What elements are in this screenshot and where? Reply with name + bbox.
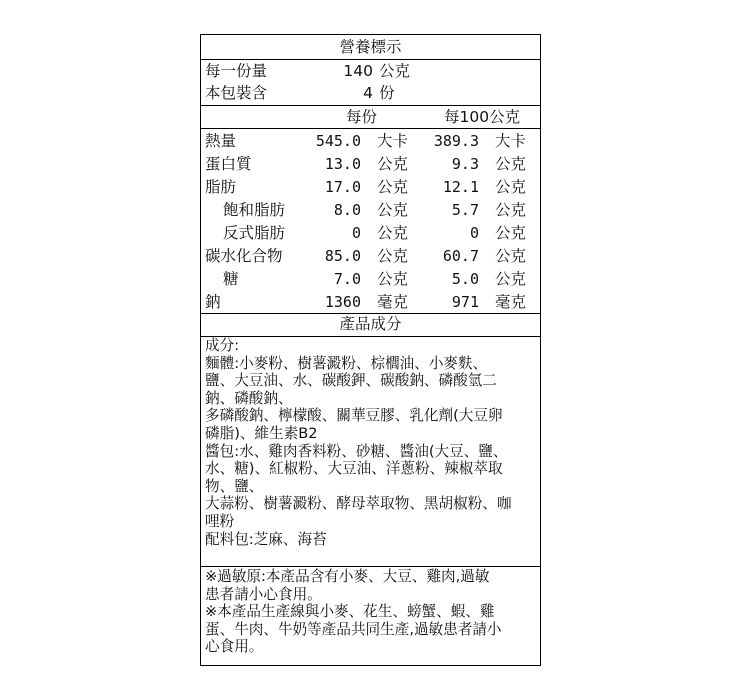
nutrient-per-serving-unit: 公克 bbox=[377, 155, 409, 173]
nutrient-per-100g-value: 389.3 bbox=[433, 132, 479, 150]
nutrient-per-serving-value: 545.0 bbox=[315, 132, 361, 150]
nutrient-per-serving-value: 7.0 bbox=[333, 270, 361, 288]
nutrient-per-serving-unit: 公克 bbox=[377, 201, 409, 219]
nutrient-label: 蛋白質 bbox=[205, 155, 252, 173]
servings-per-package-unit: 份 bbox=[379, 84, 395, 102]
nutrient-per-serving-unit: 毫克 bbox=[377, 293, 409, 311]
serving-size-unit: 公克 bbox=[379, 62, 411, 80]
servings-per-package-value: 4 bbox=[363, 84, 373, 102]
ingredients-line: 大蒜粉、樹薯澱粉、酵母萃取物、黑胡椒粉、咖 bbox=[205, 495, 512, 513]
nutrient-label: 熱量 bbox=[205, 132, 237, 150]
nutrient-per-100g-unit: 公克 bbox=[495, 270, 527, 288]
nutrient-per-100g-value: 5.7 bbox=[451, 201, 479, 219]
ingredients-line: 麵體:小麥粉、樹薯澱粉、棕櫚油、小麥麩、 bbox=[205, 354, 488, 372]
nutrient-row bbox=[201, 291, 540, 314]
nutrient-per-100g-unit: 公克 bbox=[495, 247, 527, 265]
nutrient-per-100g-unit: 公克 bbox=[495, 224, 527, 242]
nutrient-per-serving-value: 8.0 bbox=[333, 201, 361, 219]
servings-per-package-row bbox=[201, 82, 540, 104]
servings-per-package-label: 本包裝含 bbox=[205, 84, 268, 102]
nutrient-row bbox=[201, 222, 540, 245]
nutrient-label: 鈉 bbox=[205, 293, 221, 311]
ingredients-line: 哩粉 bbox=[205, 512, 235, 530]
divider bbox=[201, 128, 540, 129]
nutrient-per-100g-unit: 毫克 bbox=[495, 293, 527, 311]
ingredients-list bbox=[201, 337, 540, 548]
ingredients-line: 醬包:水、雞肉香料粉、砂糖、醬油(大豆、鹽、 bbox=[205, 442, 508, 460]
column-per-100g: 每100公克 bbox=[444, 108, 521, 126]
ingredients-line: 鈉、磷酸鈉、 bbox=[205, 389, 293, 407]
nutrient-per-serving-value: 85.0 bbox=[324, 247, 361, 265]
nutrient-label: 碳水化合物 bbox=[205, 247, 283, 265]
nutrient-per-serving-value: 13.0 bbox=[324, 155, 361, 173]
allergen-line: ※過敏原:本產品含有小麥、大豆、雞肉,過敏 bbox=[205, 568, 490, 585]
nutrient-label: 反式脂肪 bbox=[223, 224, 286, 242]
serving-size-value: 140 bbox=[343, 62, 373, 80]
allergen-line: ※本產品生產線與小麥、花生、螃蟹、蝦、雞 bbox=[205, 603, 495, 621]
nutrient-row bbox=[201, 199, 540, 222]
nutrient-label: 脂肪 bbox=[205, 178, 237, 196]
serving-info bbox=[201, 60, 540, 104]
nutrient-per-100g-unit: 公克 bbox=[495, 155, 527, 173]
allergen-line: 心食用。 bbox=[205, 638, 264, 656]
nutrient-per-serving-value: 0 bbox=[351, 224, 361, 242]
nutrient-per-serving-unit: 公克 bbox=[377, 224, 409, 242]
nutrient-table bbox=[201, 130, 540, 314]
nutrient-per-100g-value: 0 bbox=[469, 224, 479, 242]
nutrient-per-100g-value: 12.1 bbox=[442, 178, 479, 196]
allergen-notice bbox=[201, 568, 540, 656]
nutrient-label: 糖 bbox=[223, 270, 239, 288]
allergen-line: 蛋、牛肉、牛奶等產品共同生產,過敏患者請小 bbox=[205, 620, 502, 638]
nutrient-per-serving-unit: 公克 bbox=[377, 178, 409, 196]
ingredients-line: 物、鹽、 bbox=[205, 477, 264, 495]
column-per-serving: 每份 bbox=[346, 108, 378, 126]
nutrient-per-100g-value: 60.7 bbox=[442, 247, 479, 265]
nutrient-per-serving-unit: 大卡 bbox=[377, 132, 409, 150]
nutrient-per-100g-unit: 大卡 bbox=[495, 132, 527, 150]
ingredients-line: 配料包:芝麻、海苔 bbox=[205, 530, 327, 548]
nutrient-per-serving-value: 1360 bbox=[324, 293, 361, 311]
allergen-line: 患者請小心食用。 bbox=[205, 585, 322, 603]
nutrient-per-100g-value: 9.3 bbox=[451, 155, 479, 173]
column-header bbox=[201, 106, 540, 128]
nutrient-row bbox=[201, 130, 540, 153]
nutrient-per-100g-unit: 公克 bbox=[495, 178, 527, 196]
nutrient-row bbox=[201, 268, 540, 291]
divider bbox=[201, 566, 540, 567]
nutrient-per-serving-unit: 公克 bbox=[377, 247, 409, 265]
nutrient-per-100g-value: 971 bbox=[451, 293, 479, 311]
nutrient-per-serving-value: 17.0 bbox=[324, 178, 361, 196]
ingredients-line: 水、糖)、紅椒粉、大豆油、洋蔥粉、辣椒萃取 bbox=[205, 460, 503, 478]
nutrient-row bbox=[201, 176, 540, 199]
nutrition-label bbox=[200, 34, 541, 666]
label-title: 營養標示 bbox=[339, 38, 402, 56]
serving-size-row bbox=[201, 60, 540, 82]
ingredients-line: 成分: bbox=[205, 337, 240, 354]
nutrient-per-serving-unit: 公克 bbox=[377, 270, 409, 288]
nutrient-per-100g-unit: 公克 bbox=[495, 201, 527, 219]
ingredients-title: 產品成分 bbox=[339, 315, 402, 333]
nutrient-label: 飽和脂肪 bbox=[223, 201, 286, 219]
serving-size-label: 每一份量 bbox=[205, 62, 268, 80]
nutrient-row bbox=[201, 245, 540, 268]
nutrient-per-100g-value: 5.0 bbox=[451, 270, 479, 288]
ingredients-line: 多磷酸鈉、檸檬酸、關華豆膠、乳化劑(大豆卵 bbox=[205, 407, 503, 425]
ingredients-line: 磷脂)、維生素B2 bbox=[205, 424, 318, 442]
ingredients-line: 鹽、大豆油、水、碳酸鉀、碳酸鈉、磷酸氫二 bbox=[205, 372, 497, 390]
nutrient-row bbox=[201, 153, 540, 176]
